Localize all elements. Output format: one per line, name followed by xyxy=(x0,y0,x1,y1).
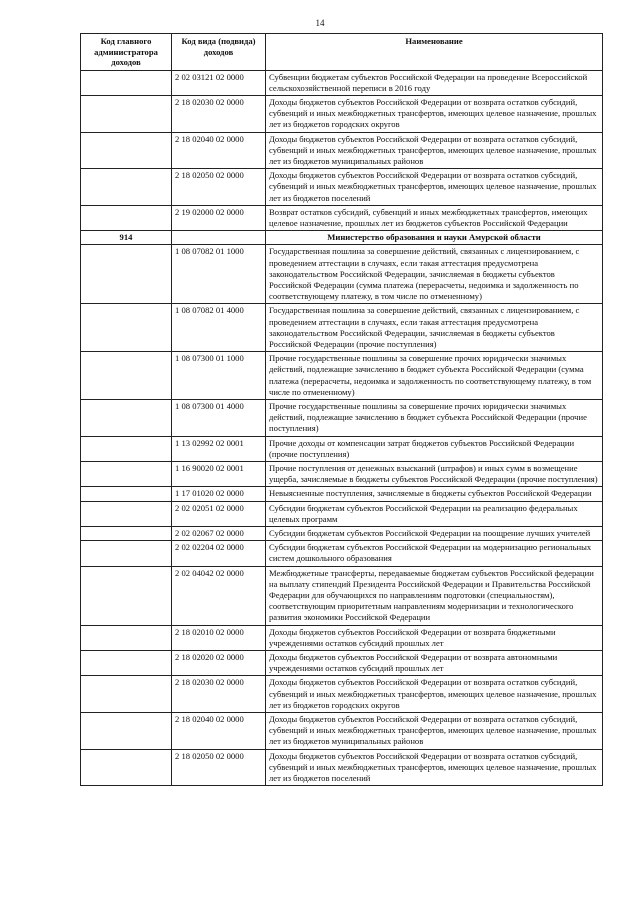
table-row xyxy=(81,462,603,487)
revenue-name-cell: Доходы бюджетов субъектов Российской Федерации от возврата остатков субсидий, субвенций и иных межбюджетных трансфертов, имеющих целевое назначение, прошлых лет из бюджетов городских округов xyxy=(266,95,603,132)
revenue-name-cell: Прочие доходы от компенсации затрат бюджетов субъектов Российской Федерации (прочие поступления) xyxy=(266,436,603,461)
revenue-code-cell: 2 18 02040 02 0000 xyxy=(172,132,266,169)
table-row xyxy=(81,713,603,750)
revenue-name-cell: Доходы бюджетов субъектов Российской Федерации от возврата бюджетными учреждениями остатков субсидий прошлых лет xyxy=(266,625,603,650)
revenue-code-cell: 1 08 07300 01 1000 xyxy=(172,352,266,400)
revenue-code-cell: 1 17 01020 02 0000 xyxy=(172,487,266,501)
table-row xyxy=(81,436,603,461)
revenue-code-cell: 2 02 02051 02 0000 xyxy=(172,501,266,526)
admin-code-cell xyxy=(81,541,172,566)
table-header-row xyxy=(81,34,603,71)
revenue-name-cell: Возврат остатков субсидий, субвенций и иных межбюджетных трансфертов, имеющих целевое назначение, прошлых лет из бюджетов субъектов Российской Федерации xyxy=(266,205,603,230)
admin-code-cell xyxy=(81,95,172,132)
admin-code-cell xyxy=(81,566,172,625)
table-header xyxy=(81,34,603,71)
revenue-code-cell: 2 18 02040 02 0000 xyxy=(172,713,266,750)
admin-code-cell xyxy=(81,70,172,95)
revenue-code-cell: 2 18 02050 02 0000 xyxy=(172,169,266,206)
header-revenue-code: Код вида (подвида) доходов xyxy=(172,34,266,71)
table-row xyxy=(81,541,603,566)
revenue-name-cell: Прочие государственные пошлины за совершение прочих юридически значимых действий, подлежащие зачислению в бюджет субъекта Российской Федерации (прочие поступления) xyxy=(266,399,603,436)
revenue-codes-table xyxy=(80,33,603,786)
admin-code-cell xyxy=(81,462,172,487)
revenue-code-cell: 2 18 02050 02 0000 xyxy=(172,749,266,786)
page-number: 14 xyxy=(315,18,325,28)
admin-code-cell xyxy=(81,713,172,750)
revenue-name-cell: Доходы бюджетов субъектов Российской Федерации от возврата остатков субсидий, субвенций и иных межбюджетных трансфертов, имеющих целевое назначение, прошлых лет из бюджетов муниципальных районов xyxy=(266,132,603,169)
table-row xyxy=(81,245,603,304)
header-name: Наименование xyxy=(266,34,603,71)
revenue-code-cell: 1 13 02992 02 0001 xyxy=(172,436,266,461)
admin-code-cell xyxy=(81,436,172,461)
revenue-code-cell: 1 16 90020 02 0001 xyxy=(172,462,266,487)
table-row xyxy=(81,304,603,352)
revenue-code-cell: 2 02 04042 02 0000 xyxy=(172,566,266,625)
revenue-code-cell: 1 08 07082 01 4000 xyxy=(172,304,266,352)
admin-code-cell xyxy=(81,527,172,541)
revenue-name-cell: Доходы бюджетов субъектов Российской Федерации от возврата остатков субсидий, субвенций и иных межбюджетных трансфертов, имеющих целевое назначение, прошлых лет из бюджетов поселений xyxy=(266,169,603,206)
revenue-name-cell: Межбюджетные трансферты, передаваемые бюджетам субъектов Российской федерации на выплату стипендий Президента Российской Федерации и Правительства Российской Федерации для обучающихся по направлениям подготовки (специальностям), соответствующим приоритетным направлениям модернизации и технологического развития экономики Российской Федерации xyxy=(266,566,603,625)
revenue-code-cell: 1 08 07082 01 1000 xyxy=(172,245,266,304)
section-row xyxy=(81,231,603,245)
revenue-name-cell: Прочие поступления от денежных взысканий (штрафов) и иных сумм в возмещение ущерба, зачисляемые в бюджеты субъектов Российской Федерации (прочие поступления) xyxy=(266,462,603,487)
admin-code-cell xyxy=(81,132,172,169)
table-row xyxy=(81,749,603,786)
revenue-name-cell: Доходы бюджетов субъектов Российской Федерации от возврата автономными учреждениями остатков субсидий прошлых лет xyxy=(266,651,603,676)
table-row xyxy=(81,527,603,541)
admin-code-cell xyxy=(81,625,172,650)
revenue-code-cell: 2 19 02000 02 0000 xyxy=(172,205,266,230)
table-row xyxy=(81,70,603,95)
revenue-name-cell: Субсидии бюджетам субъектов Российской Федерации на реализацию федеральных целевых программ xyxy=(266,501,603,526)
revenue-name-cell: Субвенции бюджетам субъектов Российской Федерации на проведение Всероссийской сельскохозяйственной переписи в 2016 году xyxy=(266,70,603,95)
revenue-code-cell: 2 02 02204 02 0000 xyxy=(172,541,266,566)
revenue-code-cell xyxy=(172,231,266,245)
table-row xyxy=(81,205,603,230)
table-row xyxy=(81,352,603,400)
revenue-name-cell: Субсидии бюджетам субъектов Российской Федерации на модернизацию региональных систем дошкольного образования xyxy=(266,541,603,566)
revenue-code-cell: 2 02 02067 02 0000 xyxy=(172,527,266,541)
admin-code-cell xyxy=(81,501,172,526)
table-row xyxy=(81,399,603,436)
admin-code-cell xyxy=(81,205,172,230)
revenue-code-cell: 2 18 02030 02 0000 xyxy=(172,676,266,713)
table-row xyxy=(81,132,603,169)
admin-code-cell xyxy=(81,749,172,786)
revenue-name-cell: Доходы бюджетов субъектов Российской Федерации от возврата остатков субсидий, субвенций и иных межбюджетных трансфертов, имеющих целевое назначение, прошлых лет из бюджетов поселений xyxy=(266,749,603,786)
admin-code-cell xyxy=(81,676,172,713)
revenue-name-cell: Прочие государственные пошлины за совершение прочих юридически значимых действий, подлежащие зачислению в бюджет субъекта Российской Федерации (сумма платежа (перерасчеты, недоимка и задолженность по соответствующему платежу, в том числе по отмененному) xyxy=(266,352,603,400)
admin-code-cell xyxy=(81,487,172,501)
admin-code-cell xyxy=(81,245,172,304)
revenue-name-cell: Субсидии бюджетам субъектов Российской Федерации на поощрение лучших учителей xyxy=(266,527,603,541)
table-row xyxy=(81,566,603,625)
revenue-code-cell: 2 18 02020 02 0000 xyxy=(172,651,266,676)
revenue-code-cell: 2 18 02030 02 0000 xyxy=(172,95,266,132)
header-admin-code: Код главного администратора доходов xyxy=(81,34,172,71)
revenue-code-cell: 1 08 07300 01 4000 xyxy=(172,399,266,436)
revenue-name-cell: Государственная пошлина за совершение действий, связанных с лицензированием, с проведением аттестации в случаях, если такая аттестация предусмотрена законодательством Российской Федерации, зачисляемая в бюджеты субъектов Российской Федерации (сумма платежа (перерасчеты, недоимка и задолженность по соответствующему платежу, в том числе по отмененному) xyxy=(266,245,603,304)
table-row xyxy=(81,501,603,526)
table-row xyxy=(81,169,603,206)
revenue-code-cell: 2 02 03121 02 0000 xyxy=(172,70,266,95)
table-row xyxy=(81,651,603,676)
table-row xyxy=(81,487,603,501)
table-row xyxy=(81,676,603,713)
revenue-name-cell: Доходы бюджетов субъектов Российской Федерации от возврата остатков субсидий, субвенций и иных межбюджетных трансфертов, имеющих целевое назначение, прошлых лет из бюджетов муниципальных районов xyxy=(266,713,603,750)
admin-code-cell xyxy=(81,651,172,676)
revenue-name-cell: Государственная пошлина за совершение действий, связанных с лицензированием, с проведением аттестации в случаях, если такая аттестация предусмотрена законодательством Российской Федерации, зачисляемая в бюджеты субъектов Российской Федерации (прочие поступления) xyxy=(266,304,603,352)
revenue-code-cell: 2 18 02010 02 0000 xyxy=(172,625,266,650)
admin-code-cell: 914 xyxy=(81,231,172,245)
admin-code-cell xyxy=(81,304,172,352)
revenue-name-cell: Невыясненные поступления, зачисляемые в бюджеты субъектов Российской Федерации xyxy=(266,487,603,501)
admin-code-cell xyxy=(81,399,172,436)
revenue-name-cell: Доходы бюджетов субъектов Российской Федерации от возврата остатков субсидий, субвенций и иных межбюджетных трансфертов, имеющих целевое назначение, прошлых лет из бюджетов городских округов xyxy=(266,676,603,713)
admin-code-cell xyxy=(81,352,172,400)
table-row xyxy=(81,625,603,650)
table-body xyxy=(81,70,603,786)
revenue-name-cell: Министерство образования и науки Амурской области xyxy=(266,231,603,245)
table-row xyxy=(81,95,603,132)
admin-code-cell xyxy=(81,169,172,206)
